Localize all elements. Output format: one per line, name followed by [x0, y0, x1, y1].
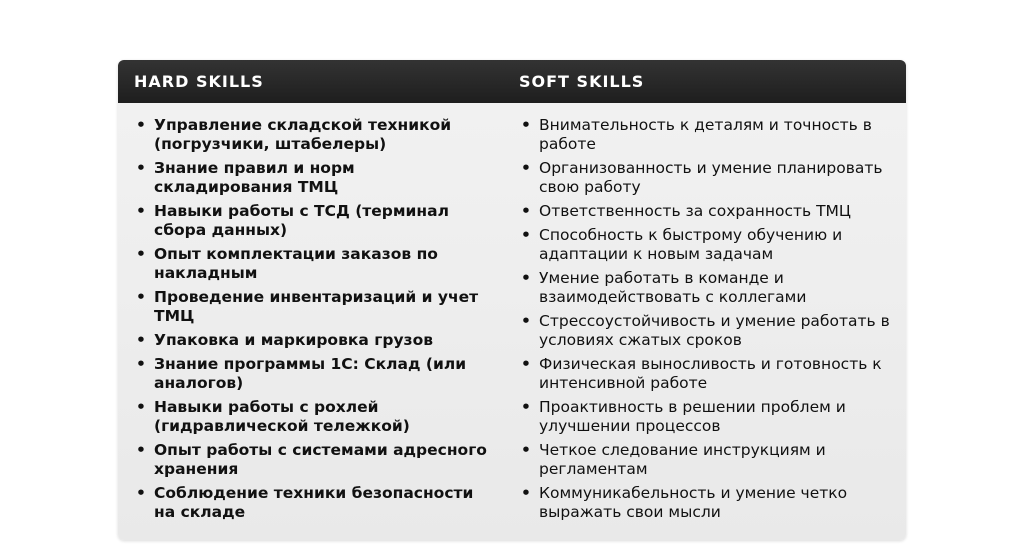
soft-skill-text: Способность к быстрому обучению и адаптации к новым задачам	[539, 226, 843, 263]
list-item	[134, 441, 494, 479]
bullet-icon: •	[521, 441, 531, 459]
bullet-icon: •	[521, 312, 531, 330]
hard-skill-text: Опыт работы с системами адресного хранения	[154, 441, 487, 478]
list-item	[134, 245, 494, 283]
soft-skill-text: Проактивность в решении проблем и улучшении процессов	[539, 398, 846, 435]
list-item	[519, 312, 891, 350]
hard-skill-text: Управление складской техникой (погрузчики, штабелеры)	[154, 116, 452, 153]
hard-skill-text: Проведение инвентаризаций и учет ТМЦ	[154, 288, 479, 325]
list-item	[134, 202, 494, 240]
list-item	[519, 269, 891, 307]
soft-skill-text: Организованность и умение планировать свою работу	[539, 159, 883, 196]
bullet-icon: •	[136, 245, 146, 263]
list-item	[134, 484, 494, 522]
soft-skill-text: Ответственность за сохранность ТМЦ	[539, 202, 851, 220]
bullet-icon: •	[136, 398, 146, 416]
list-item	[519, 484, 891, 522]
bullet-icon: •	[521, 159, 531, 177]
bullet-icon: •	[521, 202, 531, 220]
bullet-icon: •	[136, 116, 146, 134]
bullet-icon: •	[521, 269, 531, 287]
soft-skills-title: SOFT SKILLS	[519, 72, 645, 91]
soft-skill-text: Внимательность к деталям и точность в работе	[539, 116, 872, 153]
bullet-icon: •	[521, 484, 531, 502]
bullet-icon: •	[136, 159, 146, 177]
bullet-icon: •	[521, 116, 531, 134]
list-item	[519, 398, 891, 436]
list-item	[134, 159, 494, 197]
list-item	[519, 441, 891, 479]
soft-skills-list	[519, 116, 891, 527]
hard-skills-list	[134, 116, 494, 527]
soft-skill-text: Физическая выносливость и готовность к интенсивной работе	[539, 355, 882, 392]
soft-skill-text: Умение работать в команде и взаимодействовать с коллегами	[539, 269, 807, 306]
table-header	[118, 60, 906, 103]
soft-skill-text: Четкое следование инструкциям и регламентам	[539, 441, 826, 478]
bullet-icon: •	[521, 398, 531, 416]
table-body	[118, 103, 906, 540]
hard-skill-text: Знание программы 1С: Склад (или аналогов)	[154, 355, 467, 392]
hard-skill-text: Соблюдение техники безопасности на складе	[154, 484, 474, 521]
hard-skill-text: Навыки работы с рохлей (гидравлической тележкой)	[154, 398, 410, 435]
bullet-icon: •	[136, 202, 146, 220]
list-item	[134, 398, 494, 436]
list-item	[519, 226, 891, 264]
hard-skill-text: Упаковка и маркировка грузов	[154, 331, 434, 349]
bullet-icon: •	[521, 355, 531, 373]
list-item	[519, 355, 891, 393]
list-item	[134, 355, 494, 393]
soft-skill-text: Стрессоустойчивость и умение работать в условиях сжатых сроков	[539, 312, 890, 349]
hard-skill-text: Навыки работы с ТСД (терминал сбора данных)	[154, 202, 449, 239]
list-item	[519, 116, 891, 154]
bullet-icon: •	[136, 331, 146, 349]
hard-skill-text: Знание правил и норм складирования ТМЦ	[154, 159, 355, 196]
hard-skill-text: Опыт комплектации заказов по накладным	[154, 245, 438, 282]
skills-table	[118, 60, 906, 540]
list-item	[134, 331, 494, 350]
list-item	[134, 288, 494, 326]
list-item	[519, 159, 891, 197]
list-item	[134, 116, 494, 154]
list-item	[519, 202, 891, 221]
bullet-icon: •	[136, 288, 146, 306]
bullet-icon: •	[136, 484, 146, 502]
soft-skill-text: Коммуникабельность и умение четко выражать свои мысли	[539, 484, 848, 521]
hard-skills-title: HARD SKILLS	[134, 72, 264, 91]
bullet-icon: •	[136, 355, 146, 373]
bullet-icon: •	[136, 441, 146, 459]
bullet-icon: •	[521, 226, 531, 244]
